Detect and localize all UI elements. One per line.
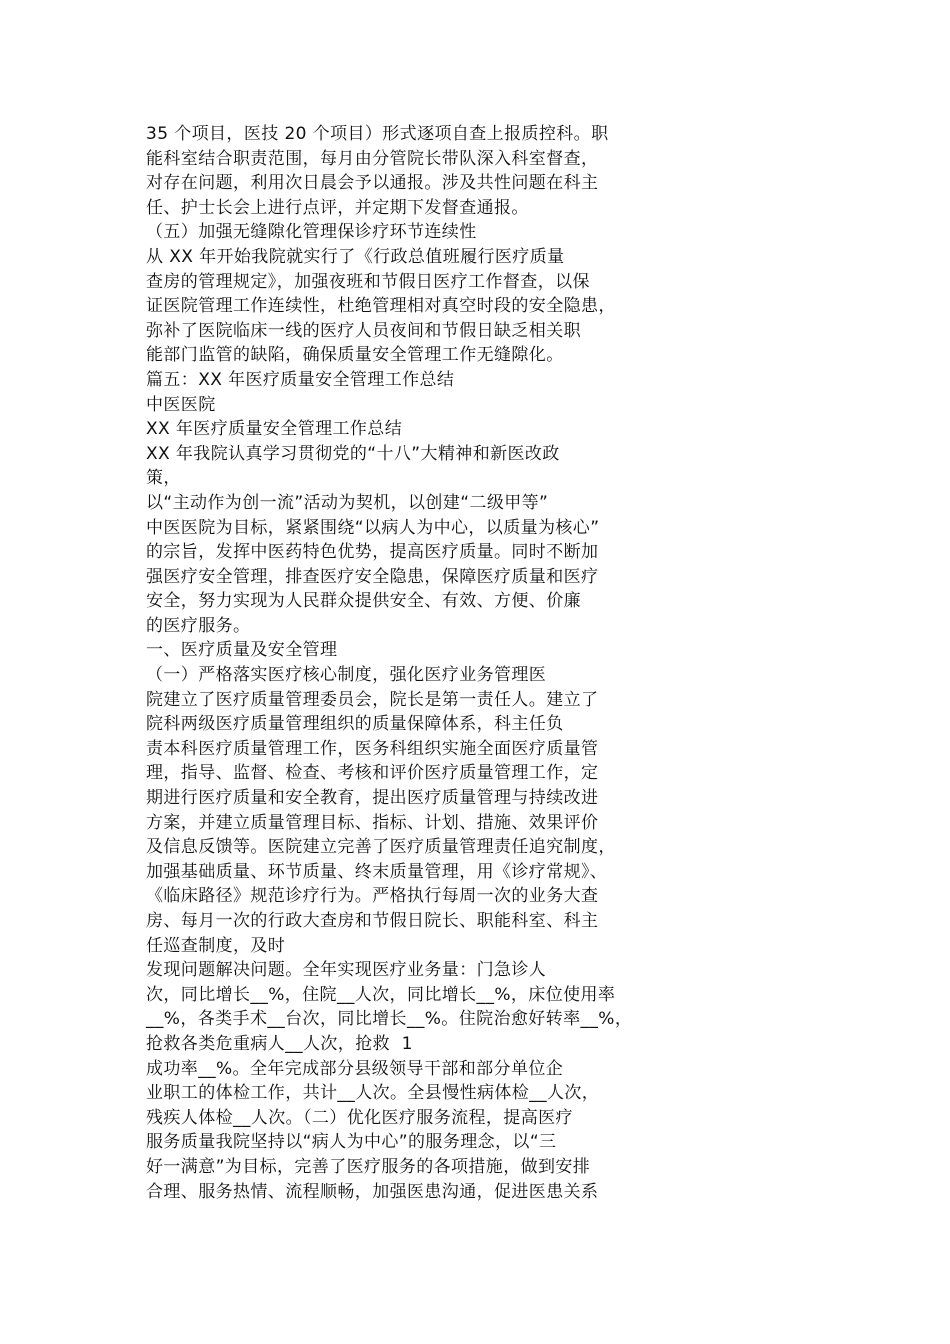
text-line: 任巡查制度，及时 — [146, 935, 286, 956]
document-title: XX 年医疗质量安全管理工作总结 — [146, 419, 403, 440]
section-heading: （五）加强无缝隙化管理保诊疗环节连续性 — [146, 222, 477, 243]
text-line: 服务质量我院坚持以“病人为中心”的服务理念，以“三 — [146, 1132, 557, 1153]
text-line: 任、护士长会上进行点评，并定期下发督查通报。 — [146, 197, 529, 218]
text-line: 残疾人体检__人次。（二）优化医疗服务流程，提高医疗 — [146, 1107, 573, 1128]
text-line: 及信息反馈等。医院建立完善了医疗质量管理责任追究制度， — [146, 837, 616, 858]
text-line: 35 个项目，医技 20 个项目）形式逐项自查上报质控科。职 — [146, 124, 609, 144]
text-line: __%，各类手术__台次，同比增长__%。住院治愈好转率__%， — [146, 1009, 633, 1030]
text-line: 次，同比增长__%，住院__人次，同比增长__%，床位使用率 — [146, 984, 616, 1005]
text-line: 期进行医疗质量和安全教育，提出医疗质量管理与持续改进 — [146, 788, 599, 809]
text-line: 发现问题解决问题。全年实现医疗业务量：门急诊人 — [146, 960, 547, 981]
text-line: 能科室结合职责范围，每月由分管院长带队深入科室督查， — [146, 148, 599, 169]
text-line: 的医疗服务。 — [146, 615, 251, 636]
text-line: 从 XX 年开始我院就实行了《行政总值班履行医疗质量 — [146, 246, 565, 267]
organization-name: 中医医院 — [146, 394, 216, 415]
text-line: 以“主动作为创一流”活动为契机，以创建“二级甲等” — [146, 492, 549, 513]
document-body — [146, 122, 846, 1204]
text-line: 责本科医疗质量管理工作，医务科组织实施全面医疗质量管 — [146, 738, 599, 759]
text-line: 能部门监管的缺陷，确保质量安全管理工作无缝隙化。 — [146, 345, 564, 366]
text-line: 加强基础质量、环节质量、终末质量管理，用《诊疗常规》、 — [146, 861, 608, 882]
text-line: 合理、服务热情、流程顺畅，加强医患沟通，促进医患关系 — [146, 1181, 599, 1202]
text-line: 弥补了医院临床一线的医疗人员夜间和节假日缺乏相关职 — [146, 320, 581, 341]
text-line: 方案，并建立质量管理目标、指标、计划、措施、效果评价 — [146, 812, 599, 833]
text-line: 院建立了医疗质量管理委员会，院长是第一责任人。建立了 — [146, 689, 599, 710]
text-line: 策， — [146, 468, 181, 489]
section-heading: 一、医疗质量及安全管理 — [146, 640, 338, 661]
text-line: 《临床路径》规范诊疗行为。严格执行每周一次的业务大查 — [146, 886, 599, 907]
text-line: 好一满意”为目标，完善了医疗服务的各项措施，做到安排 — [146, 1156, 591, 1177]
text-line: 强医疗安全管理，排查医疗安全隐患，保障医疗质量和医疗 — [146, 566, 599, 587]
text-line: 证医院管理工作连续性，杜绝管理相对真空时段的安全隐患， — [146, 296, 616, 317]
text-line: 成功率__%。全年完成部分县级领导干部和部分单位企 — [146, 1058, 564, 1079]
chapter-title: 篇五：XX 年医疗质量安全管理工作总结 — [146, 369, 455, 390]
text-line: 的宗旨，发挥中医药特色优势，提高医疗质量。同时不断加 — [146, 542, 599, 563]
text-line: 中医医院为目标，紧紧围绕“以病人为中心，以质量为核心” — [146, 517, 600, 538]
text-line: XX 年我院认真学习贯彻党的“十八”大精神和新医改政 — [146, 443, 560, 464]
text-line: 理，指导、监督、检查、考核和评价医疗质量管理工作，定 — [146, 763, 599, 784]
text-line: 安全，努力实现为人民群众提供安全、有效、方便、价廉 — [146, 591, 581, 612]
text-line: 对存在问题，利用次日晨会予以通报。涉及共性问题在科主 — [146, 173, 599, 194]
text-line: 查房的管理规定》，加强夜班和节假日医疗工作督查，以保 — [146, 271, 590, 292]
subsection-heading: （一）严格落实医疗核心制度，强化医疗业务管理医 — [146, 665, 547, 686]
text-line-with-page-number: 抢救各类危重病人__人次，抢救 1 — [146, 1033, 413, 1054]
text-line: 房、每月一次的行政大查房和节假日院长、职能科室、科主 — [146, 911, 599, 931]
text-line: 院科两级医疗质量管理组织的质量保障体系，科主任负 — [146, 714, 564, 735]
text-line: 业职工的体检工作，共计__人次。全县慢性病体检__人次， — [146, 1083, 600, 1104]
